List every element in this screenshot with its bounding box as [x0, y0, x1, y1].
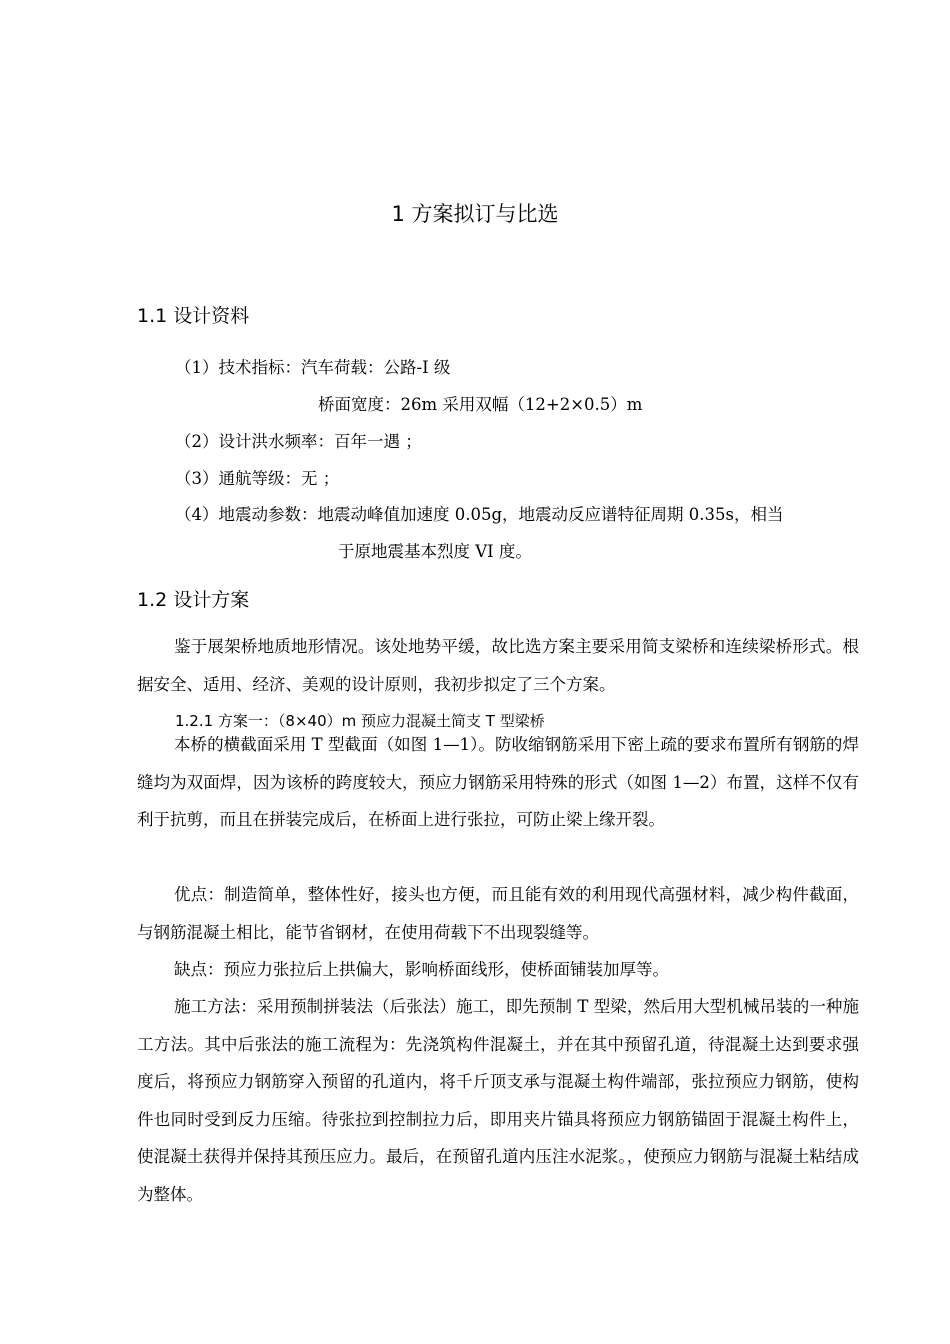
subsection-heading-1-2-1: 1.2.1 方案一：（8×40）m 预应力混凝土简支 T 型梁桥	[175, 712, 545, 730]
spec-item-deck-width: 桥面宽度：26m 采用双幅（12+2×0.5）m	[318, 395, 643, 414]
spec-item-load: （1）技术指标：汽车荷载：公路-I 级	[175, 358, 451, 377]
section-heading-1-1: 1.1 设计资料	[137, 305, 250, 327]
chapter-title: 1 方案拟订与比选	[391, 202, 559, 226]
design-paragraph: 本桥的横截面采用 T 型截面（如图 1—1）。防收缩钢筋采用下密上疏的要求布置所有钢筋的焊缝均为双面焊，因为该桥的跨度较大，预应力钢筋采用特殊的形式（如图 1—2）布置，这样不仅有利于抗剪，而且在拼装完成后，在桥面上进行张拉，可防止梁上缘开裂。	[137, 735, 859, 829]
advantages-paragraph: 优点：制造简单，整体性好，接头也方便，而且能有效的利用现代高强材料，减少构件截面，与钢筋混凝土相比，能节省钢材，在使用荷载下不出现裂缝等。	[137, 885, 859, 942]
spec-item-seismic-cont: 于原地震基本烈度 VI 度。	[338, 542, 532, 561]
disadvantages-paragraph: 缺点：预应力张拉后上拱偏大，影响桥面线形，使桥面铺装加厚等。	[174, 960, 669, 979]
spec-item-flood: （2）设计洪水频率：百年一遇 ；	[175, 432, 422, 451]
spec-item-seismic: （4）地震动参数：地震动峰值加速度 0.05g，地震动反应谱特征周期 0.35s，相当	[175, 505, 784, 524]
section-intro-paragraph: 鉴于展架桥地质地形情况。该处地势平缓，故比选方案主要采用简支梁桥和连续梁桥形式。根据安全、适用、经济、美观的设计原则，我初步拟定了三个方案。	[137, 637, 859, 694]
construction-paragraph: 施工方法：采用预制拼装法（后张法）施工，即先预制 T 型梁，然后用大型机械吊装的一种施工方法。其中后张法的施工流程为：先浇筑构件混凝土，并在其中预留孔道，待混凝土达到要求强度后，将预应力钢筋穿入预留的孔道内，将千斤顶支承与混凝土构件端部，张拉预应力钢筋，使构件也同时受到反力压缩。待张拉到控制拉力后，即用夹片锚具将预应力钢筋锚固于混凝土构件上，使混凝土获得并保持其预压应力。最后，在预留孔道内压注水泥浆。，使预应力钢筋与混凝土粘结成为整体。	[137, 997, 859, 1204]
spec-item-navigation: （3）通航等级：无 ；	[175, 469, 340, 488]
section-heading-1-2: 1.2 设计方案	[137, 589, 250, 611]
